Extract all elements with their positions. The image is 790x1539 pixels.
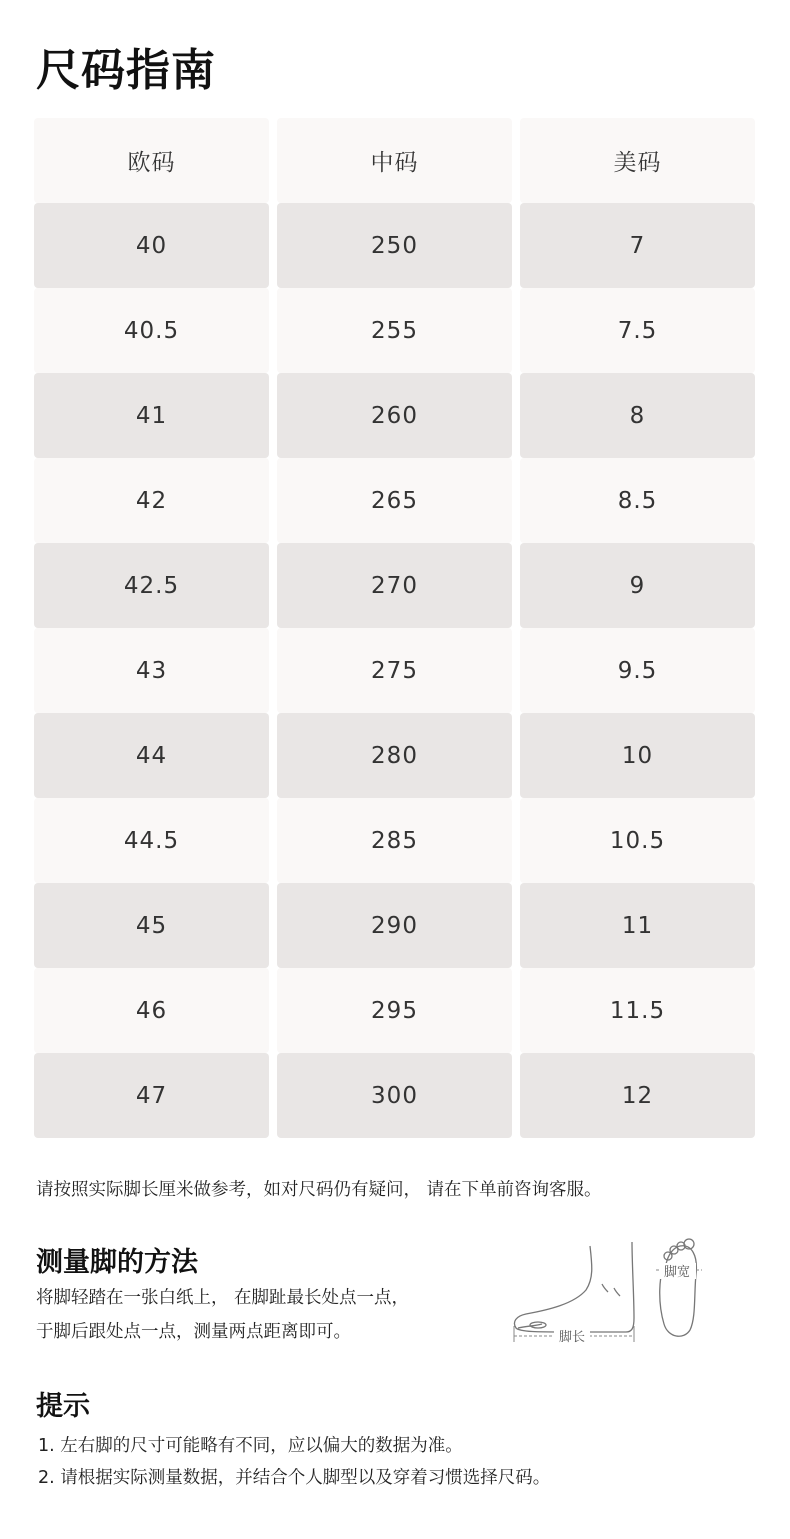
table-row xyxy=(34,1053,756,1138)
table-row xyxy=(34,373,756,458)
table-row xyxy=(34,883,756,968)
cell-eu: 40.5 xyxy=(34,288,269,373)
cell-us: 11 xyxy=(520,883,755,968)
width-label: 脚宽 xyxy=(663,1265,691,1280)
measure-line-2: 于脚后跟处点一点，测量两点距离即可。 xyxy=(36,1322,351,1342)
cell-cn: 265 xyxy=(277,458,512,543)
header-us: 美码 xyxy=(520,118,755,203)
size-table xyxy=(34,118,756,1138)
cell-us: 8 xyxy=(520,373,755,458)
foot-sole-icon xyxy=(660,1239,697,1336)
table-row xyxy=(34,798,756,883)
tips-title: 提示 xyxy=(36,1391,90,1422)
measure-title: 测量脚的方法 xyxy=(36,1247,198,1278)
table-row xyxy=(34,288,756,373)
cell-us: 12 xyxy=(520,1053,755,1138)
cell-eu: 47 xyxy=(34,1053,269,1138)
cell-eu: 40 xyxy=(34,203,269,288)
header-eu: 欧码 xyxy=(34,118,269,203)
table-row xyxy=(34,713,756,798)
cell-us: 11.5 xyxy=(520,968,755,1053)
cell-us: 8.5 xyxy=(520,458,755,543)
table-row xyxy=(34,968,756,1053)
cell-cn: 285 xyxy=(277,798,512,883)
cell-cn: 275 xyxy=(277,628,512,713)
cell-us: 9 xyxy=(520,543,755,628)
table-header-row xyxy=(34,118,756,203)
cell-eu: 41 xyxy=(34,373,269,458)
cell-eu: 42.5 xyxy=(34,543,269,628)
table-row xyxy=(34,458,756,543)
cell-eu: 44 xyxy=(34,713,269,798)
tip-item-1: 1. 左右脚的尺寸可能略有不同，应以偏大的数据为准。 xyxy=(38,1436,463,1456)
cell-eu: 42 xyxy=(34,458,269,543)
cell-us: 7.5 xyxy=(520,288,755,373)
cell-us: 9.5 xyxy=(520,628,755,713)
tips-list xyxy=(38,1430,550,1494)
foot-measure-illustration xyxy=(508,1234,708,1344)
cell-cn: 300 xyxy=(277,1053,512,1138)
cell-cn: 280 xyxy=(277,713,512,798)
cell-cn: 290 xyxy=(277,883,512,968)
cell-eu: 44.5 xyxy=(34,798,269,883)
cell-us: 7 xyxy=(520,203,755,288)
foot-side-icon xyxy=(514,1242,634,1332)
cell-eu: 46 xyxy=(34,968,269,1053)
header-cn: 中码 xyxy=(277,118,512,203)
reference-note: 请按照实际脚长厘米做参考，如对尺码仍有疑问， 请在下单前咨询客服。 xyxy=(36,1180,602,1200)
cell-cn: 295 xyxy=(277,968,512,1053)
cell-cn: 250 xyxy=(277,203,512,288)
cell-eu: 43 xyxy=(34,628,269,713)
length-label: 脚长 xyxy=(558,1330,586,1344)
cell-us: 10.5 xyxy=(520,798,755,883)
page-title: 尺码指南 xyxy=(36,45,216,96)
cell-eu: 45 xyxy=(34,883,269,968)
cell-cn: 255 xyxy=(277,288,512,373)
table-row xyxy=(34,628,756,713)
measure-line-1: 将脚轻踏在一张白纸上， 在脚趾最长处点一点， xyxy=(36,1288,410,1308)
table-row xyxy=(34,203,756,288)
tip-item-2: 2. 请根据实际测量数据，并结合个人脚型以及穿着习惯选择尺码。 xyxy=(38,1468,551,1488)
cell-us: 10 xyxy=(520,713,755,798)
table-row xyxy=(34,543,756,628)
cell-cn: 270 xyxy=(277,543,512,628)
cell-cn: 260 xyxy=(277,373,512,458)
